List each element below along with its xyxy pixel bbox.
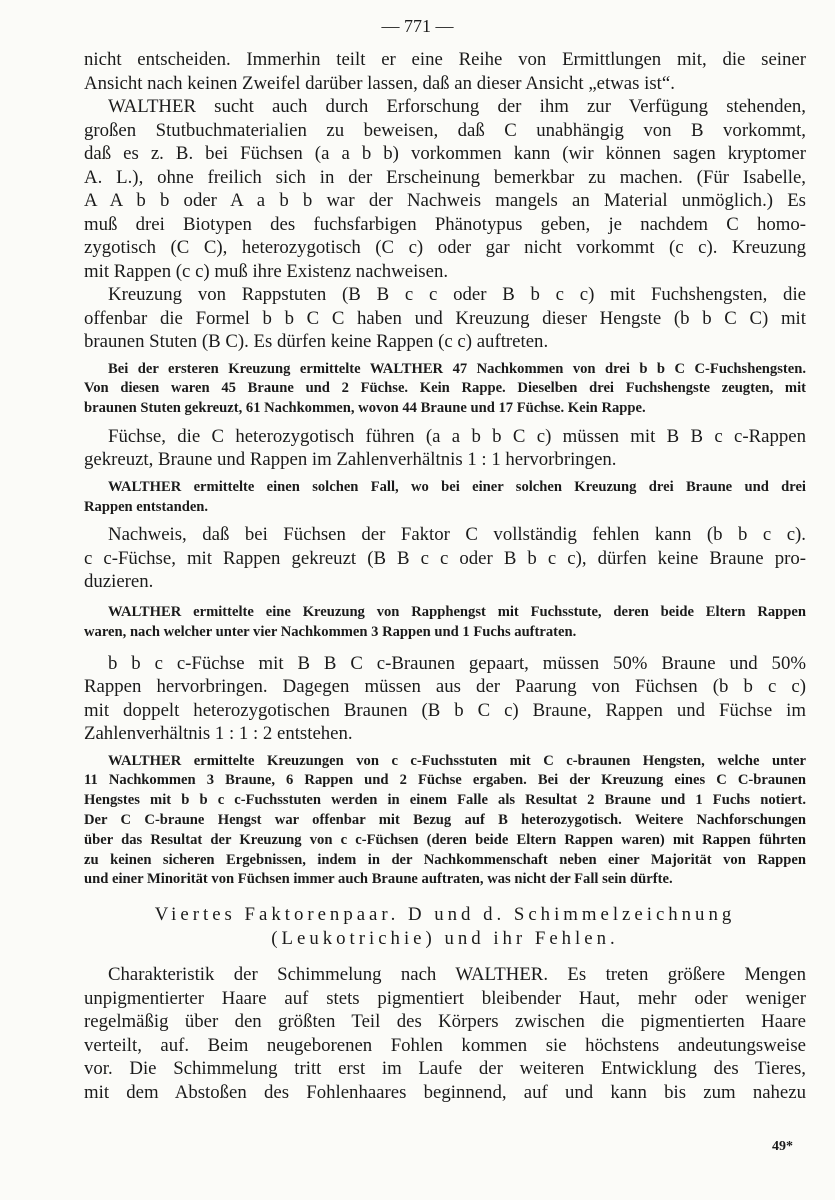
text-line: großen Stutbuchmaterialien zu beweisen, daß C unabhängig von B vorkommt, xyxy=(84,119,806,141)
note-line: waren, nach welcher unter vier Nachkommen 3 Rappen und 1 Fuchs auftraten. xyxy=(84,623,577,640)
note-line: zu keinen sicheren Ergebnissen, indem in der Nachkommenschaft neben einer Majorität von Rappen xyxy=(84,851,806,868)
text-line: braunen Stuten (B C). Es dürfen keine Rappen (c c) auftreten. xyxy=(84,331,549,352)
note-line: über das Resultat der Kreuzung von c c-Füchsen (deren beide Eltern Rappen waren) mit Rappen führten xyxy=(84,831,806,848)
note-line: WALTHER ermittelte eine Kreuzung von Rapphengst mit Fuchsstute, deren beide Eltern Rappen xyxy=(108,603,806,620)
note-line: Der C C-braune Hengst war offenbar mit Bezug auf B heterozygotisch. Weitere Nachforschungen xyxy=(84,811,806,828)
text-line: zygotisch (C C), heterozygotisch (C c) oder gar nicht vorkommt (c c). Kreuzung xyxy=(84,237,806,258)
page-body xyxy=(84,48,806,1104)
text-line: muß drei Biotypen des fuchsfarbigen Phänotypus geben, je nachdem C homo- xyxy=(84,213,806,235)
paragraph xyxy=(84,48,806,95)
text-line: unpigmentierter Haare auf stets pigmentiert bleibender Haut, mehr oder weniger xyxy=(84,987,806,1009)
text-line: duzieren. xyxy=(84,571,154,593)
note-line: und einer Minorität von Füchsen immer auch Braune auftraten, was nicht der Fall sein dürfte. xyxy=(84,871,673,888)
note-line: WALTHER ermittelte Kreuzungen von c c-Fuchsstuten mit C c-braunen Hengsten, welche unter xyxy=(108,752,806,769)
text-line: Rappen hervorbringen. Dagegen müssen aus der Paarung von Füchsen (b b c c) xyxy=(84,676,806,698)
text-line: A A b b oder A a b b war der Nachweis mangels an Material unmöglich.) Es xyxy=(84,190,806,211)
note-line: Hengstes mit b b c c-Fuchsstuten werden in einem Falle als Resultat 2 Braune und 1 Fuchs notiert. xyxy=(84,792,806,809)
paragraph xyxy=(84,652,806,746)
note-line: Rappen entstanden. xyxy=(84,498,209,515)
small-print-note xyxy=(84,603,806,643)
text-line: daß es z. B. bei Füchsen (a a b b) vorkommen kann (wir können sagen kryptomer xyxy=(84,143,806,164)
heading-line: (Leukotrichie) und ihr Fehlen. xyxy=(271,928,619,950)
text-line: WALTHER sucht auch durch Erforschung der ihm zur Verfügung stehenden, xyxy=(108,96,806,117)
text-line: b b c c-Füchse mit B B C c-Braunen gepaart, müssen 50% Braune und 50% xyxy=(108,652,806,674)
note-line: braunen Stuten gekreuzt, 61 Nachkommen, wovon 44 Braune und 17 Füchse. Kein Rappe. xyxy=(84,400,646,417)
text-line: nicht entscheiden. Immerhin teilt er eine Reihe von Ermittlungen mit, die seiner xyxy=(84,49,806,70)
paragraph xyxy=(84,523,806,594)
text-line: Ansicht nach keinen Zweifel darüber lassen, daß an dieser Ansicht „etwas ist“. xyxy=(84,72,675,94)
text-line: mit doppelt heterozygotischen Braunen (B b C c) Braune, Rappen und Füchse im xyxy=(84,699,806,721)
text-line: vor. Die Schimmelung tritt erst im Laufe der weiteren Entwicklung des Tieres, xyxy=(84,1058,806,1080)
text-line: mit dem Abstoßen des Fohlenhaares beginnend, auf und kann bis zum nahezu xyxy=(84,1081,806,1103)
text-line: verteilt, auf. Beim neugeborenen Fohlen kommen sie höchstens andeutungsweise xyxy=(84,1034,806,1056)
note-line: WALTHER ermittelte einen solchen Fall, wo bei einer solchen Kreuzung drei Braune und drei xyxy=(108,478,806,495)
text-line: gekreuzt, Braune und Rappen im Zahlenverhältnis 1 : 1 hervorbringen. xyxy=(84,449,617,471)
signature-mark: 49* xyxy=(772,1139,793,1154)
section-heading xyxy=(84,903,806,951)
text-line: A. L.), ohne freilich sich in der Erscheinung bemerkbar zu machen. (Für Isabelle, xyxy=(84,166,806,188)
text-line: Kreuzung von Rappstuten (B B c c oder B b c c) mit Fuchshengsten, die xyxy=(108,284,806,305)
text-line: Füchse, die C heterozygotisch führen (a a b b C c) müssen mit B B c c-Rappen xyxy=(108,425,806,447)
text-line: regelmäßig über den größten Teil des Körpers zwischen die pigmentierten Haare xyxy=(84,1011,806,1033)
text-line: mit Rappen (c c) muß ihre Existenz nachweisen. xyxy=(84,260,449,282)
small-print-note xyxy=(84,752,806,891)
text-line: offenbar die Formel b b C C haben und Kreuzung dieser Hengste (b b C C) mit xyxy=(84,307,806,329)
paragraph xyxy=(84,95,806,283)
small-print-note xyxy=(84,360,806,419)
note-line: 11 Nachkommen 3 Braune, 6 Rappen und 2 Füchse ergaben. Bei der Kreuzung eines C C-braunen xyxy=(84,772,806,789)
paragraph xyxy=(84,425,806,472)
page-number: — 771 — xyxy=(381,16,454,36)
paragraph xyxy=(84,963,806,1104)
text-line: c c-Füchse, mit Rappen gekreuzt (B B c c oder B b c c), dürfen keine Braune pro- xyxy=(84,547,806,569)
text-line: Nachweis, daß bei Füchsen der Faktor C vollständig fehlen kann (b b c c). xyxy=(108,524,806,546)
note-line: Bei der ersteren Kreuzung ermittelte WALTHER 47 Nachkommen von drei b b C C-Fuchshengsten. xyxy=(108,360,806,377)
note-line: Von diesen waren 45 Braune und 2 Füchse. Kein Rappe. Dieselben drei Fuchshengste zeugten, mit xyxy=(84,380,806,397)
text-line: Charakteristik der Schimmelung nach WALTHER. Es treten größere Mengen xyxy=(108,964,806,986)
paragraph xyxy=(84,283,806,354)
heading-line: Viertes Faktorenpaar. D und d. Schimmelzeichnung xyxy=(154,904,736,926)
text-line: Zahlenverhältnis 1 : 1 : 2 entstehen. xyxy=(84,723,353,745)
small-print-note xyxy=(84,478,806,518)
